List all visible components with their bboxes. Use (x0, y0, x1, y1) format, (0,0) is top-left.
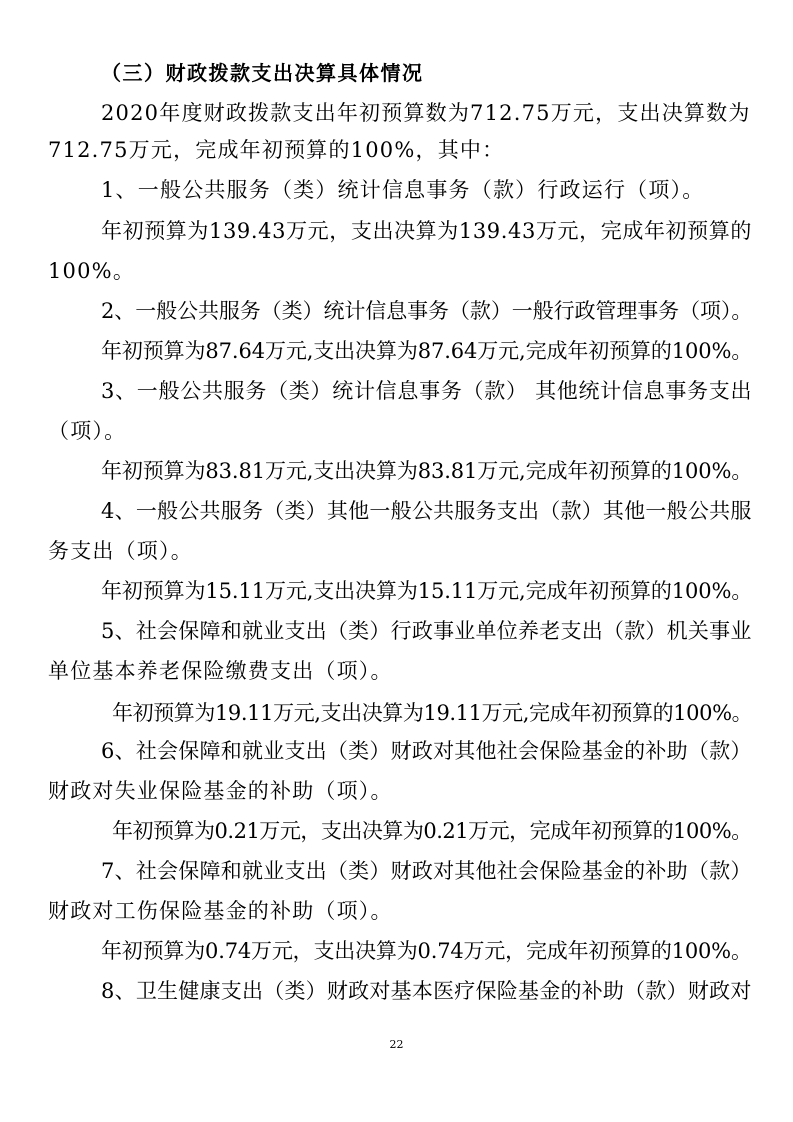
item-1-title: 1、一般公共服务（类）统计信息事务（款）行政运行（项）。 (101, 178, 705, 202)
item-5-title-line-1: 5、社会保障和就业支出（类）行政事业单位养老支出（款）机关事业 (101, 619, 752, 643)
item-1-budget-line-1: 年初预算为139.43万元，支出决算为139.43万元，完成年初预算的 (101, 219, 752, 243)
item-2-title: 2、一般公共服务（类）统计信息事务（款）一般行政管理事务（项）。 (101, 299, 753, 323)
item-6-title-line-2: 财政对失业保险基金的补助（项）。 (48, 779, 393, 803)
item-2-budget: 年初预算为87.64万元,支出决算为87.64万元,完成年初预算的100%。 (101, 339, 753, 363)
item-5-title-line-2: 单位基本养老保险缴费支出（项）。 (48, 659, 393, 683)
summary-line-2: 712.75万元，完成年初预算的100%，其中： (48, 138, 505, 162)
item-3-title-line-1: 3、一般公共服务（类）统计信息事务（款） 其他统计信息事务支出 (101, 379, 753, 403)
item-6-budget: 年初预算为0.21万元，支出决算为0.21万元，完成年初预算的100%。 (112, 819, 752, 843)
item-4-budget: 年初预算为15.11万元,支出决算为15.11万元,完成年初预算的100%。 (101, 579, 753, 603)
section-heading: （三）财政拨款支出决算具体情况 (101, 61, 424, 85)
item-3-budget: 年初预算为83.81万元,支出决算为83.81万元,完成年初预算的100%。 (101, 459, 753, 483)
item-8-title-line-1: 8、卫生健康支出（类）财政对基本医疗保险基金的补助（款）财政对 (101, 979, 752, 1003)
item-7-title-line-2: 财政对工伤保险基金的补助（项）。 (48, 899, 393, 923)
summary-line-1: 2020年度财政拨款支出年初预算数为712.75万元，支出决算数为 (101, 101, 751, 125)
item-6-title-line-1: 6、社会保障和就业支出（类）财政对其他社会保险基金的补助（款） (101, 739, 752, 763)
item-4-title-line-2: 务支出（项）。 (48, 539, 193, 563)
item-1-budget-line-2: 100%。 (48, 259, 136, 283)
item-3-title-line-2: （项）。 (48, 419, 127, 443)
item-7-title-line-1: 7、社会保障和就业支出（类）财政对其他社会保险基金的补助（款） (101, 859, 752, 883)
page-number: 22 (389, 1038, 404, 1051)
item-7-budget: 年初预算为0.74万元，支出决算为0.74万元，完成年初预算的100%。 (101, 939, 752, 963)
item-5-budget: 年初预算为19.11万元,支出决算为19.11万元,完成年初预算的100%。 (112, 701, 753, 725)
item-4-title-line-1: 4、一般公共服务（类）其他一般公共服务支出（款）其他一般公共服 (101, 499, 752, 523)
